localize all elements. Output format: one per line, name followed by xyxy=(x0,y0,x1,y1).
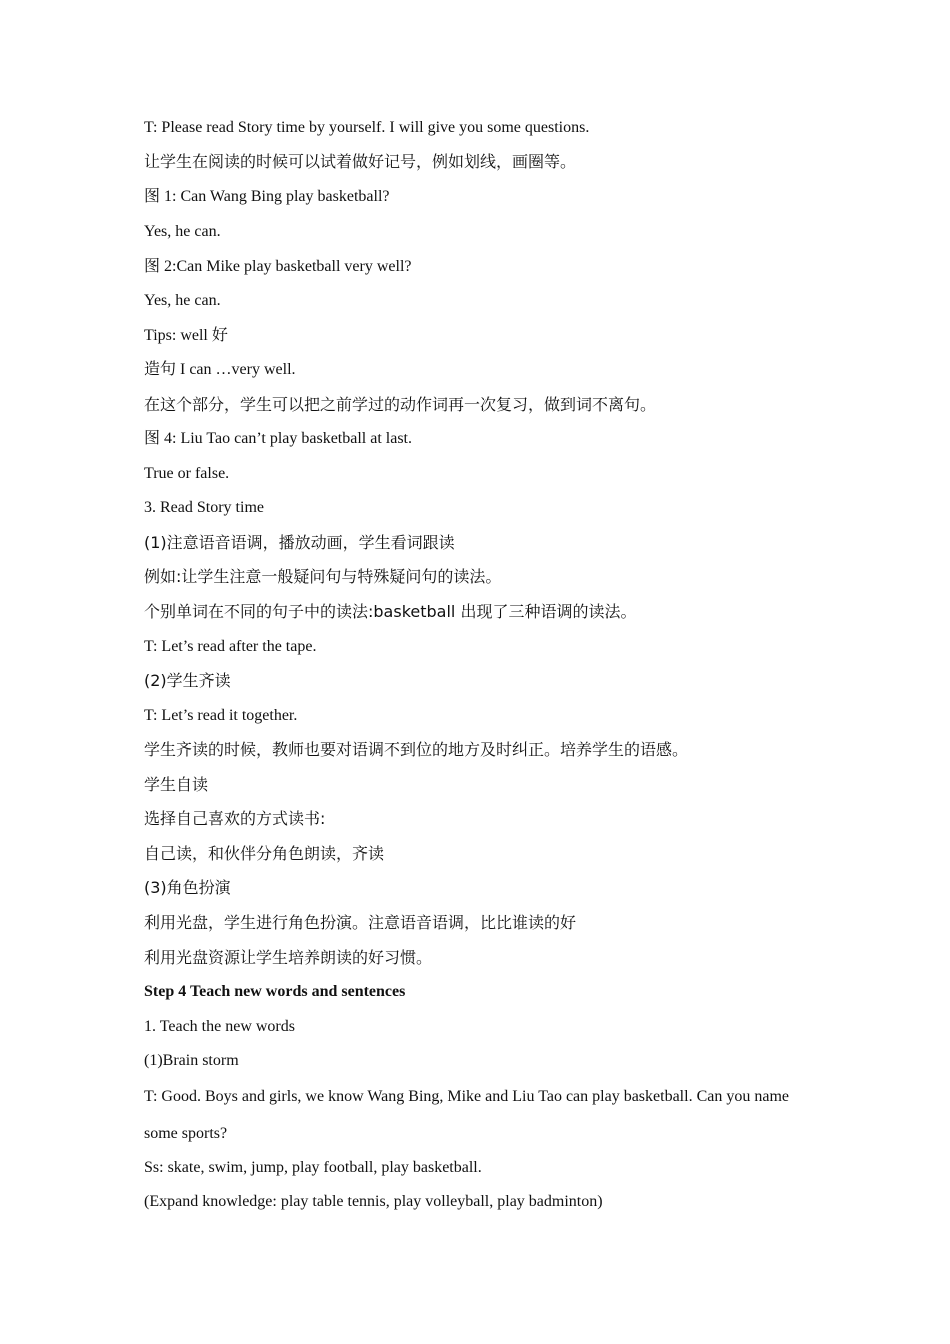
step-brain-storm: (1)Brain storm xyxy=(144,1052,239,1069)
step-self-reading: 学生自读 xyxy=(144,775,209,794)
question-picture-4: 图 4: Liu Tao can’t play basketball at last. xyxy=(144,430,413,447)
note-word-intonation: 个别单词在不同的句子中的读法:basketball 出现了三种语调的读法。 xyxy=(144,602,637,621)
tips-well: Tips: well 好 xyxy=(144,327,228,344)
note-reading-habit: 利用光盘资源让学生培养朗读的好习惯。 xyxy=(144,948,433,967)
section-read-story-time: 3. Read Story time xyxy=(144,499,264,516)
note-mark-while-reading: 让学生在阅读的时候可以试着做好记号，例如划线，画圈等。 xyxy=(144,152,577,171)
note-review-action-words: 在这个部分，学生可以把之前学过的动作词再一次复习，做到词不离句。 xyxy=(144,395,657,414)
step-listen-and-follow: (1)注意语音语调，播放动画，学生看词跟读 xyxy=(144,533,455,552)
note-role-play-disc: 利用光盘，学生进行角色扮演。注意语音语调，比比谁读的好 xyxy=(144,913,577,932)
note-reading-ways: 自己读，和伙伴分角色朗读，齐读 xyxy=(144,844,385,863)
note-choose-reading-way: 选择自己喜欢的方式读书: xyxy=(144,809,326,828)
teacher-read-together: T: Let’s read it together. xyxy=(144,707,298,724)
step-read-together: (2)学生齐读 xyxy=(144,671,231,690)
sentence-making: 造句 I can …very well. xyxy=(144,361,296,378)
step-4-heading: Step 4 Teach new words and sentences xyxy=(144,983,406,1000)
teacher-instruction-read-story: T: Please read Story time by yourself. I will give you some questions. xyxy=(144,119,590,136)
answer-picture-1: Yes, he can. xyxy=(144,223,221,240)
step-role-play: (3)角色扮演 xyxy=(144,878,231,897)
teacher-name-sports: T: Good. Boys and girls, we know Wang Bing, Mike and Liu Tao can play basketball. Can you name some sports? xyxy=(144,1088,789,1142)
question-picture-2: 图 2:Can Mike play basketball very well? xyxy=(144,258,412,275)
teacher-read-after-tape: T: Let’s read after the tape. xyxy=(144,638,317,655)
expand-knowledge: (Expand knowledge: play table tennis, play volleyball, play badminton) xyxy=(144,1193,603,1210)
students-sports-answer: Ss: skate, swim, jump, play football, play basketball. xyxy=(144,1159,482,1176)
note-correct-intonation: 学生齐读的时候，教师也要对语调不到位的地方及时纠正。培养学生的语感。 xyxy=(144,740,689,759)
section-teach-new-words: 1. Teach the new words xyxy=(144,1018,295,1035)
question-picture-1: 图 1: Can Wang Bing play basketball? xyxy=(144,188,390,205)
answer-picture-2: Yes, he can. xyxy=(144,292,221,309)
true-or-false: True or false. xyxy=(144,465,230,482)
note-question-intonation: 例如:让学生注意一般疑问句与特殊疑问句的读法。 xyxy=(144,567,502,586)
